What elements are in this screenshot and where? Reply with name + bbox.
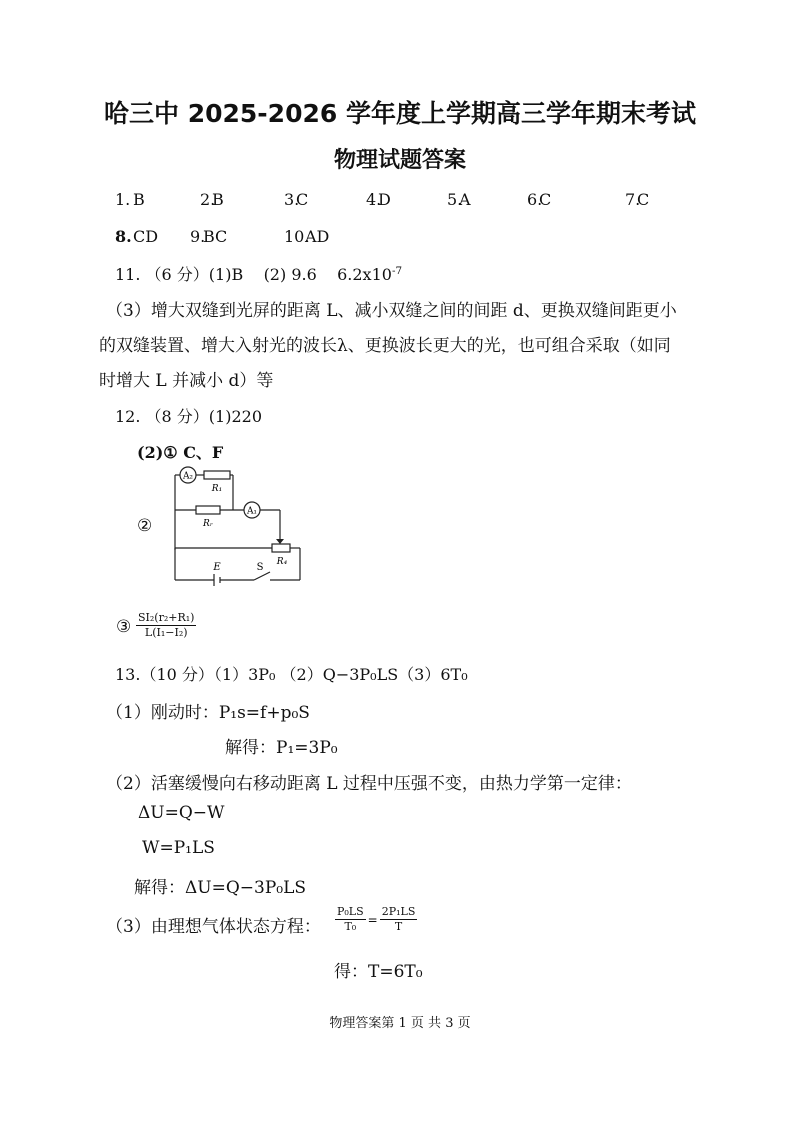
q12-circle-3: ③ bbox=[116, 617, 132, 637]
choice-answer: C bbox=[296, 190, 309, 209]
q13-line-6: 解得：ΔU=Q−3P₀LS bbox=[134, 878, 307, 898]
q12-formula bbox=[136, 611, 196, 640]
q13-line-7: （3）由理想气体状态方程： bbox=[106, 917, 321, 937]
q12-formula-denominator: L(I₁−I₂) bbox=[144, 626, 188, 639]
page-footer: 物理答案第 1 页 共 3 页 bbox=[329, 1016, 471, 1031]
label-r1: R₁ bbox=[211, 484, 223, 494]
choice-num: 6. bbox=[527, 190, 543, 209]
choice-answer: B bbox=[212, 190, 224, 209]
choice-answer: A bbox=[459, 190, 471, 209]
choice-answer: CD bbox=[133, 227, 159, 246]
choice-num: 7. bbox=[625, 190, 641, 209]
q13-line-5: W=P₁LS bbox=[142, 838, 215, 858]
q13-line-1: （1）刚动时：P₁s=f+p₀S bbox=[106, 703, 310, 723]
q12-header: 12. （8 分）(1)220 bbox=[115, 407, 263, 426]
rheostat-slider-arrow bbox=[276, 539, 284, 544]
q13-frac-left-num: P₀LS bbox=[337, 905, 364, 918]
q12-circle-2: ② bbox=[137, 516, 153, 536]
q13-frac-right-den: T bbox=[394, 920, 403, 933]
page-subtitle: 物理试题答案 bbox=[333, 148, 466, 173]
label-a2: A₂ bbox=[182, 471, 194, 482]
choice-answer: C bbox=[539, 190, 552, 209]
q13-line-8: 得：T=6T₀ bbox=[334, 962, 423, 982]
q13-frac-left-den: T₀ bbox=[344, 920, 357, 933]
q11-head-text: 11. （6 分）(1)B (2) 9.6 6.2x10 bbox=[115, 265, 392, 284]
q12-part2: (2)① C、F bbox=[137, 443, 224, 462]
choice-num: 2. bbox=[200, 190, 216, 209]
choice-num: 4. bbox=[366, 190, 382, 209]
q13-fraction-right bbox=[380, 905, 418, 934]
label-r4: R₄ bbox=[276, 557, 288, 567]
q13-line-2: 解得：P₁=3P₀ bbox=[225, 738, 338, 758]
label-rr: Rᵣ bbox=[203, 519, 213, 529]
choice-num: 5. bbox=[447, 190, 463, 209]
q13-fraction-left bbox=[335, 905, 366, 934]
choice-answer: AD bbox=[305, 227, 330, 246]
choice-answer: C bbox=[637, 190, 650, 209]
q11-header bbox=[115, 262, 402, 285]
page-title: 哈三中 2025-2026 学年度上学期高三学年期末考试 bbox=[104, 99, 696, 128]
resistor-r1 bbox=[204, 471, 230, 479]
label-s: S bbox=[256, 562, 264, 573]
choice-answer: BC bbox=[203, 227, 228, 246]
q13-state-equation bbox=[335, 905, 417, 934]
q11-exponent: -7 bbox=[391, 264, 403, 277]
switch-s bbox=[254, 572, 270, 580]
rheostat-r4 bbox=[272, 544, 290, 552]
choice-num: 1. bbox=[115, 190, 131, 209]
choice-num: 9. bbox=[190, 227, 206, 246]
q12-fraction bbox=[136, 611, 196, 640]
choice-answer: B bbox=[133, 190, 145, 209]
circuit-diagram bbox=[160, 462, 320, 592]
q12-formula-numerator: SI₂(r₂+R₁) bbox=[138, 611, 195, 624]
q13-equals: = bbox=[367, 912, 378, 927]
label-e: E bbox=[213, 562, 221, 573]
choice-num: 10. bbox=[284, 227, 310, 246]
choice-num: 8. bbox=[115, 227, 132, 246]
choice-num: 3. bbox=[284, 190, 300, 209]
q11-part3-line1: （3）增大双缝到光屏的距离 L、减小双缝之间的间距 d、更换双缝间距更小 bbox=[106, 301, 677, 321]
q13-line-4: ΔU=Q−W bbox=[138, 803, 225, 823]
q11-part3-line3: 时增大 L 并减小 d）等 bbox=[99, 371, 274, 391]
label-a1: A₁ bbox=[246, 506, 258, 517]
choice-answer: D bbox=[378, 190, 391, 209]
q13-frac-right-num: 2P₁LS bbox=[381, 905, 416, 918]
resistor-rr bbox=[196, 506, 220, 514]
q11-part3-line2: 的双缝装置、增大入射光的波长λ、更换波长更大的光，也可组合采取（如同 bbox=[99, 336, 671, 356]
q13-line-3: （2）活塞缓慢向右移动距离 L 过程中压强不变，由热力学第一定律： bbox=[106, 774, 632, 794]
q13-header: 13.（10 分）（1）3P₀ （2）Q−3P₀LS（3）6T₀ bbox=[115, 665, 468, 684]
